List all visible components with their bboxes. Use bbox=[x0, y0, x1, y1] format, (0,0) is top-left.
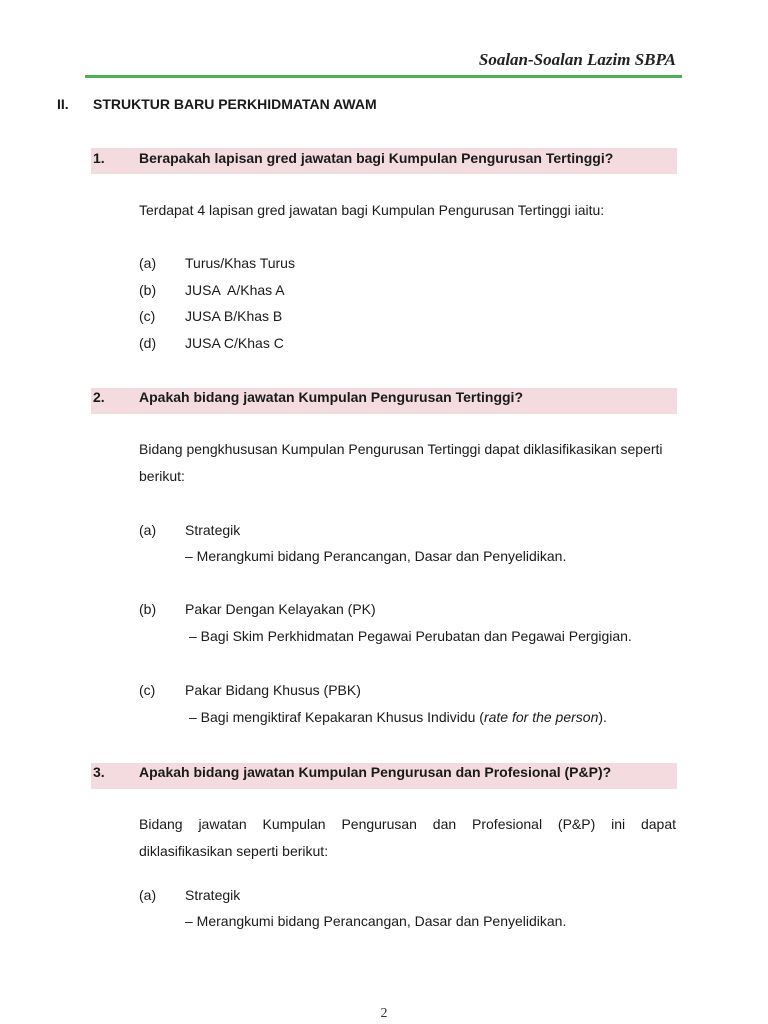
question-3-number: 3. bbox=[93, 764, 105, 780]
section-number: II. bbox=[57, 96, 69, 112]
answer-3-text: Bidang jawatan Kumpulan Pengurusan dan Profesional (P&P) ini dapat diklasifikasikan seperti berikut: bbox=[139, 816, 676, 859]
list-item-label: (b) bbox=[139, 601, 157, 617]
running-header-title: Soalan-Soalan Lazim SBPA bbox=[478, 50, 676, 69]
header-divider bbox=[85, 75, 682, 78]
list-item-text: Strategik bbox=[185, 522, 241, 538]
description-prefix: – Bagi mengiktiraf Kepakaran Khusus Individu ( bbox=[189, 709, 484, 725]
list-item-text: JUSA C/Khas C bbox=[185, 335, 284, 351]
section-title: STRUKTUR BARU PERKHIDMATAN AWAM bbox=[93, 96, 377, 112]
list-item-text: Pakar Bidang Khusus (PBK) bbox=[185, 682, 361, 698]
list-item-text: Turus/Khas Turus bbox=[185, 255, 295, 271]
answer-1-text: Terdapat 4 lapisan gred jawatan bagi Kumpulan Pengurusan Tertinggi iaitu: bbox=[139, 202, 605, 218]
description-italic-phrase: rate for the person bbox=[483, 709, 599, 725]
list-item-description: – Merangkumi bidang Perancangan, Dasar dan Penyelidikan. bbox=[185, 548, 567, 564]
list-item-label: (a) bbox=[139, 887, 157, 903]
list-item-text: JUSA B/Khas B bbox=[185, 308, 283, 324]
page-number: 2 bbox=[380, 1006, 388, 1021]
list-item-description: – Merangkumi bidang Perancangan, Dasar dan Penyelidikan. bbox=[185, 913, 567, 929]
question-1-text: Berapakah lapisan gred jawatan bagi Kumpulan Pengurusan Tertinggi? bbox=[139, 150, 614, 166]
question-3-text: Apakah bidang jawatan Kumpulan Pengurusan dan Profesional (P&P)? bbox=[139, 764, 612, 780]
list-item-label: (a) bbox=[139, 255, 157, 271]
list-item-text: Strategik bbox=[185, 887, 241, 903]
description-suffix: ). bbox=[598, 709, 607, 725]
question-2-number: 2. bbox=[93, 389, 105, 405]
question-2-text: Apakah bidang jawatan Kumpulan Pengurusan Tertinggi? bbox=[139, 389, 523, 405]
list-item-label: (c) bbox=[139, 682, 156, 698]
list-item-label: (d) bbox=[139, 335, 157, 351]
list-item-text: Pakar Dengan Kelayakan (PK) bbox=[185, 601, 376, 617]
list-item-label: (c) bbox=[139, 308, 156, 324]
list-item-text: JUSA A/Khas A bbox=[185, 282, 285, 298]
list-item-label: (b) bbox=[139, 282, 157, 298]
question-1-number: 1. bbox=[93, 150, 105, 166]
list-item-label: (a) bbox=[139, 522, 157, 538]
answer-2-text: Bidang pengkhususan Kumpulan Pengurusan Tertinggi dapat diklasifikasikan seperti berikut: bbox=[139, 441, 663, 484]
list-item-description bbox=[189, 709, 607, 725]
list-item-description: – Bagi Skim Perkhidmatan Pegawai Perubatan dan Pegawai Pergigian. bbox=[189, 628, 632, 644]
